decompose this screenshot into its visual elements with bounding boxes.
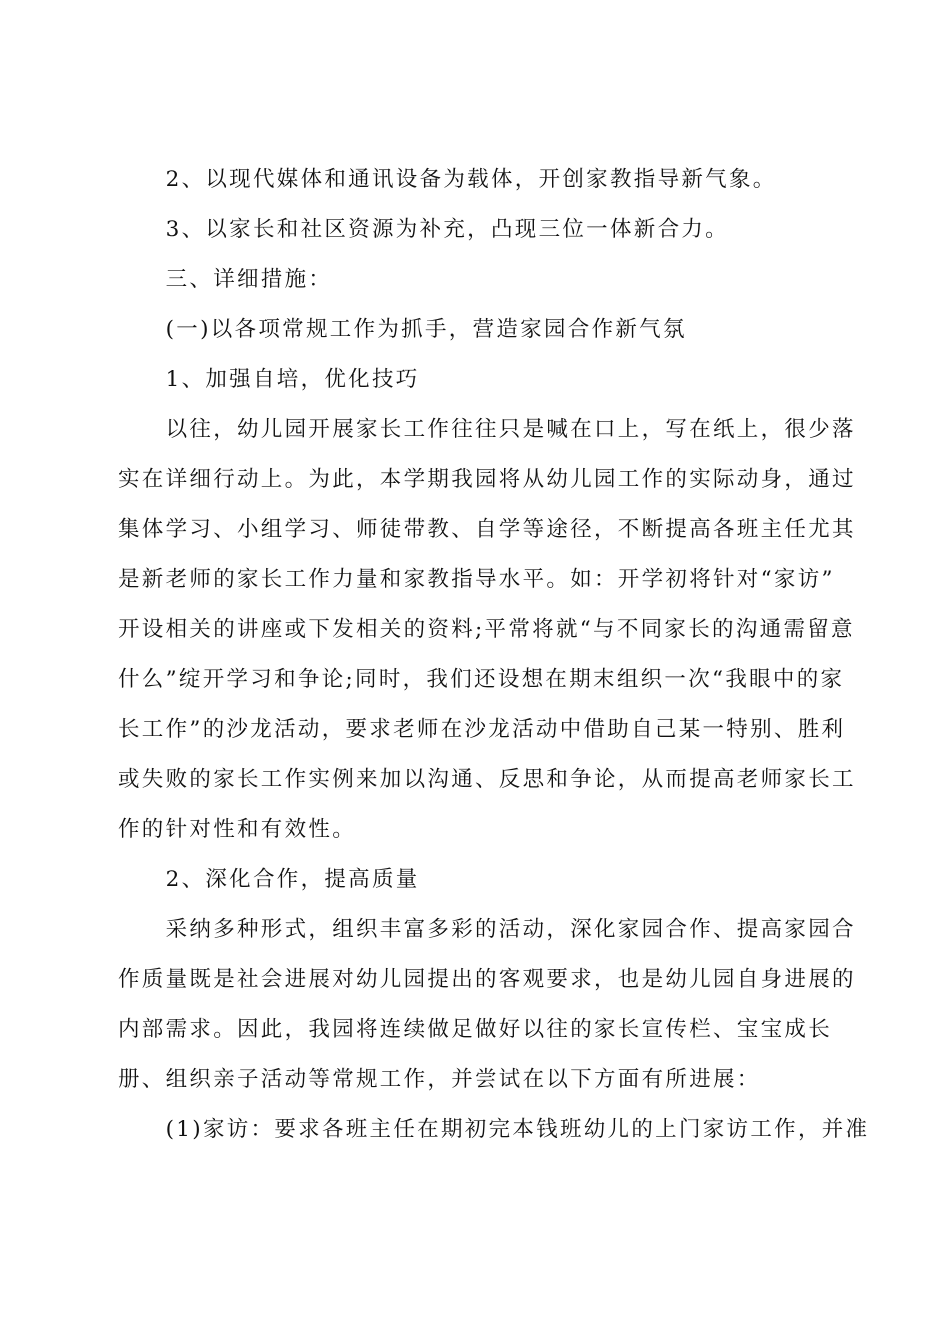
text-line: 3、以家长和社区资源为补充，凸现三位一体新合力。 [118, 217, 729, 242]
text-line: 开设相关的讲座或下发相关的资料;平常将就“与不同家长的沟通需留意 [118, 617, 855, 642]
text-line: 作的针对性和有效性。 [118, 817, 357, 842]
subsection-heading: (一)以各项常规工作为抓手，营造家园合作新气氛 [118, 317, 687, 342]
text-line: 实在详细行动上。为此，本学期我园将从幼儿园工作的实际动身，通过 [118, 467, 856, 492]
section-heading: 三、详细措施： [118, 267, 333, 292]
text-line: 集体学习、小组学习、师徒带教、自学等途径，不断提高各班主任尤其 [118, 517, 856, 542]
item-heading: 2、深化合作，提高质量 [118, 867, 420, 892]
text-line: 作质量既是社会进展对幼儿园提出的客观要求，也是幼儿园自身进展的 [118, 967, 856, 992]
text-line: 是新老师的家长工作力量和家教指导水平。如：开学初将针对“家访” [118, 567, 835, 592]
text-line: (1)家访：要求各班主任在期初完本钱班幼儿的上门家访工作，并准 [118, 1117, 870, 1142]
item-heading: 1、加强自培，优化技巧 [118, 367, 420, 392]
text-line: 内部需求。因此，我园将连续做足做好以往的家长宣传栏、宝宝成长 [118, 1017, 833, 1042]
text-line: 采纳多种形式，组织丰富多彩的活动，深化家园合作、提高家园合 [118, 917, 856, 942]
text-line: 什么”绽开学习和争论;同时，我们还设想在期末组织一次“我眼中的家 [118, 667, 845, 692]
text-line: 或失败的家长工作实例来加以沟通、反思和争论，从而提高老师家长工 [118, 767, 856, 792]
text-line: 以往，幼儿园开展家长工作往往只是喊在口上，写在纸上，很少落 [118, 417, 856, 442]
text-line: 2、以现代媒体和通讯设备为载体，开创家教指导新气象。 [118, 167, 777, 192]
text-line: 册、组织亲子活动等常规工作，并尝试在以下方面有所进展： [118, 1067, 761, 1092]
text-line: 长工作”的沙龙活动，要求老师在沙龙活动中借助自己某一特别、胜利 [118, 717, 846, 742]
